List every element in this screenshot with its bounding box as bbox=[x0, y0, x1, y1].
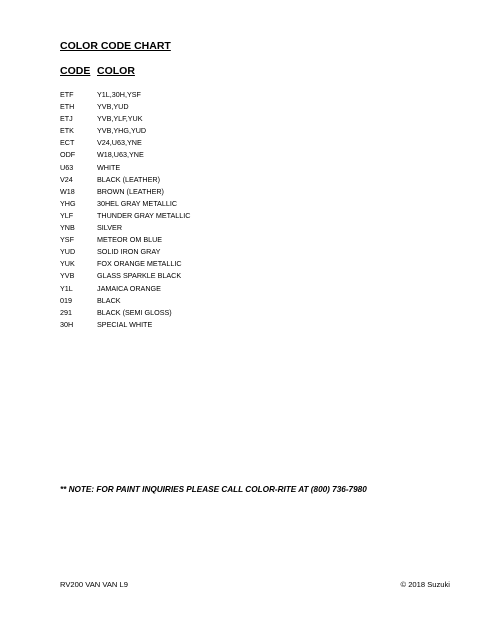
table-row bbox=[60, 113, 440, 125]
color-code: YNB bbox=[60, 223, 75, 233]
color-code: YUK bbox=[60, 259, 75, 269]
table-row bbox=[60, 222, 440, 234]
table-row bbox=[60, 234, 440, 246]
color-code: ETJ bbox=[60, 114, 73, 124]
color-name: BLACK bbox=[97, 295, 121, 305]
color-name: BLACK (LEATHER) bbox=[97, 174, 160, 184]
color-code: ETH bbox=[60, 102, 75, 112]
paint-inquiry-note: ** NOTE: FOR PAINT INQUIRIES PLEASE CALL COLOR-RITE AT (800) 736-7980 bbox=[60, 485, 367, 494]
color-name: W18,U63,YNE bbox=[97, 150, 144, 160]
color-name: YVB,YUD bbox=[97, 102, 129, 112]
color-code: ODF bbox=[60, 150, 76, 160]
color-code: Y1L bbox=[60, 283, 73, 293]
color-code: ETK bbox=[60, 126, 74, 136]
table-row bbox=[60, 137, 440, 149]
table-row bbox=[60, 101, 440, 113]
color-code: YSF bbox=[60, 235, 74, 245]
color-column-header: COLOR bbox=[97, 65, 135, 77]
color-name: WHITE bbox=[97, 162, 121, 172]
color-code: YVB bbox=[60, 271, 75, 281]
color-code: YUD bbox=[60, 247, 76, 257]
table-row bbox=[60, 295, 440, 307]
color-code: U63 bbox=[60, 162, 74, 172]
table-row bbox=[60, 149, 440, 161]
color-name: V24,U63,YNE bbox=[97, 138, 142, 148]
color-name: GLASS SPARKLE BLACK bbox=[97, 271, 182, 281]
table-row bbox=[60, 307, 440, 319]
color-name: YVB,YHG,YUD bbox=[97, 126, 147, 136]
color-code: V24 bbox=[60, 174, 73, 184]
color-name: METEOR OM BLUE bbox=[97, 235, 163, 245]
color-name: Y1L,30H,YSF bbox=[97, 90, 141, 99]
table-row bbox=[60, 319, 440, 331]
page-title: COLOR CODE CHART bbox=[60, 40, 171, 52]
color-name: YVB,YLF,YUK bbox=[97, 114, 143, 124]
color-code: YLF bbox=[60, 210, 74, 220]
color-name: 30HEL GRAY METALLIC bbox=[97, 198, 178, 208]
color-name: SPECIAL WHITE bbox=[97, 319, 153, 329]
table-row bbox=[60, 186, 440, 198]
table-row bbox=[60, 125, 440, 137]
color-code: W18 bbox=[60, 186, 75, 196]
color-code: ECT bbox=[60, 138, 75, 148]
code-column-header: CODE bbox=[60, 65, 91, 77]
color-name: BROWN (LEATHER) bbox=[97, 186, 164, 196]
color-code: 30H bbox=[60, 319, 74, 329]
table-row bbox=[60, 283, 440, 295]
footer-copyright: © 2018 Suzuki bbox=[400, 580, 450, 589]
table-row bbox=[60, 246, 440, 258]
color-name: SOLID IRON GRAY bbox=[97, 247, 161, 257]
table-row bbox=[60, 162, 440, 174]
footer-model: RV200 VAN VAN L9 bbox=[60, 580, 128, 589]
color-code-table bbox=[60, 89, 440, 331]
table-row bbox=[60, 89, 440, 101]
color-name: FOX ORANGE METALLIC bbox=[97, 259, 182, 269]
color-code: 019 bbox=[60, 295, 72, 305]
table-row bbox=[60, 174, 440, 186]
color-name: JAMAICA ORANGE bbox=[97, 283, 161, 293]
color-name: BLACK (SEMI GLOSS) bbox=[97, 307, 172, 317]
color-name: THUNDER GRAY METALLIC bbox=[97, 210, 191, 220]
table-row bbox=[60, 270, 440, 282]
color-code: ETF bbox=[60, 90, 74, 99]
color-code: YHG bbox=[60, 198, 76, 208]
color-code: 291 bbox=[60, 307, 72, 317]
table-row bbox=[60, 210, 440, 222]
table-row bbox=[60, 198, 440, 210]
color-name: SILVER bbox=[97, 223, 123, 233]
table-row bbox=[60, 258, 440, 270]
